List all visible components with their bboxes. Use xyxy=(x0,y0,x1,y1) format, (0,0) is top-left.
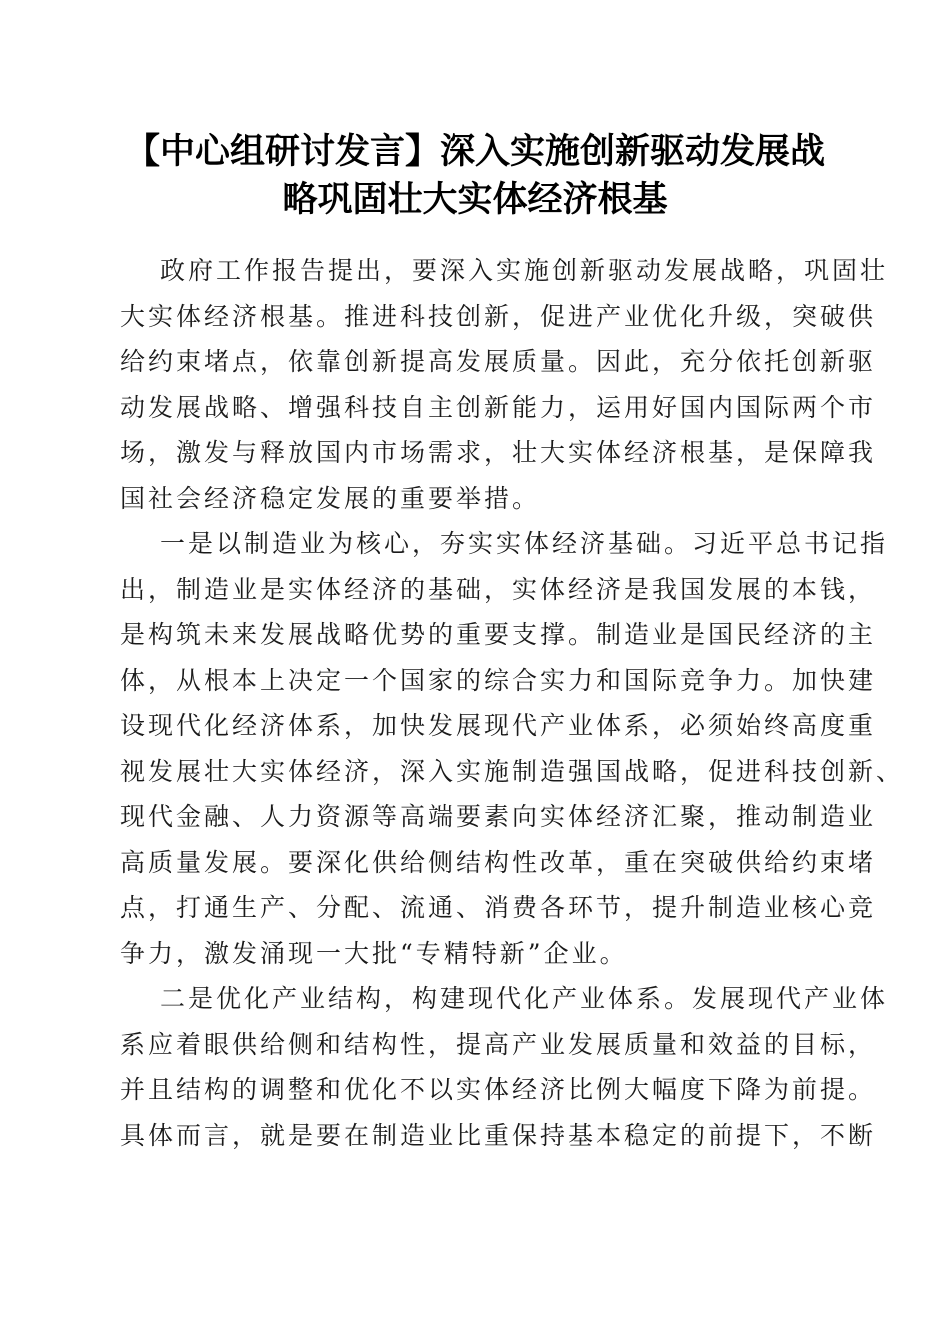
title-line-1: 【中心组研讨发言】深入实施创新驱动发展战 xyxy=(124,131,825,172)
paragraph-3-line-2: 系应着眼供给侧和结构性，提高产业发展质量和效益的目标， xyxy=(120,1029,877,1059)
paragraph-2-line-5: 设现代化经济体系，加快发展现代产业体系，必须始终高度重 xyxy=(120,711,877,740)
paragraph-3-line-3: 并且结构的调整和优化不以实体经济比例大幅度下降为前提。 xyxy=(120,1075,877,1104)
paragraph-3-line-1: 二是优化产业结构，构建现代化产业体系。发展现代产业体 xyxy=(160,984,889,1013)
paragraph-3-line-4: 具体而言，就是要在制造业比重保持基本稳定的前提下，不断 xyxy=(120,1120,877,1150)
paragraph-2-line-1: 一是以制造业为核心，夯实实体经济基础。习近平总书记指 xyxy=(160,529,889,558)
document-body xyxy=(120,248,905,1158)
paragraph-1-line-3: 给约束堵点，依靠创新提高发展质量。因此，充分依托创新驱 xyxy=(120,347,877,376)
paragraph-2-line-9: 点，打通生产、分配、流通、消费各环节，提升制造业核心竞 xyxy=(120,893,877,922)
paragraph-1-line-5: 场，激发与释放国内市场需求，壮大实体经济根基，是保障我 xyxy=(120,438,877,467)
paragraph-2-line-6: 视发展壮大实体经济，深入实施制造强国战略，促进科技创新、 xyxy=(120,756,905,786)
paragraph-1-line-1: 政府工作报告提出，要深入实施创新驱动发展战略，巩固壮 xyxy=(160,256,889,285)
paragraph-1-line-4: 动发展战略、增强科技自主创新能力，运用好国内国际两个市 xyxy=(120,392,877,422)
paragraph-2-line-10: 争力，激发涌现一大批“专精特新”企业。 xyxy=(120,938,628,968)
paragraph-1-line-2: 大实体经济根基。推进科技创新，促进产业优化升级，突破供 xyxy=(120,301,877,331)
paragraph-2-line-2: 出，制造业是实体经济的基础，实体经济是我国发展的本钱， xyxy=(120,574,877,604)
paragraph-2-line-8: 高质量发展。要深化供给侧结构性改革，重在突破供给约束堵 xyxy=(120,847,877,877)
paragraph-2-line-3: 是构筑未来发展战略优势的重要支撑。制造业是国民经济的主 xyxy=(120,620,877,649)
title-line-2: 略巩固壮大实体经济根基 xyxy=(282,179,668,220)
paragraph-2-line-7: 现代金融、人力资源等高端要素向实体经济汇聚，推动制造业 xyxy=(120,802,877,831)
paragraph-1-line-6: 国社会经济稳定发展的重要举措。 xyxy=(120,483,541,513)
paragraph-2-line-4: 体，从根本上决定一个国家的综合实力和国际竞争力。加快建 xyxy=(120,665,877,695)
document-title xyxy=(100,128,850,224)
